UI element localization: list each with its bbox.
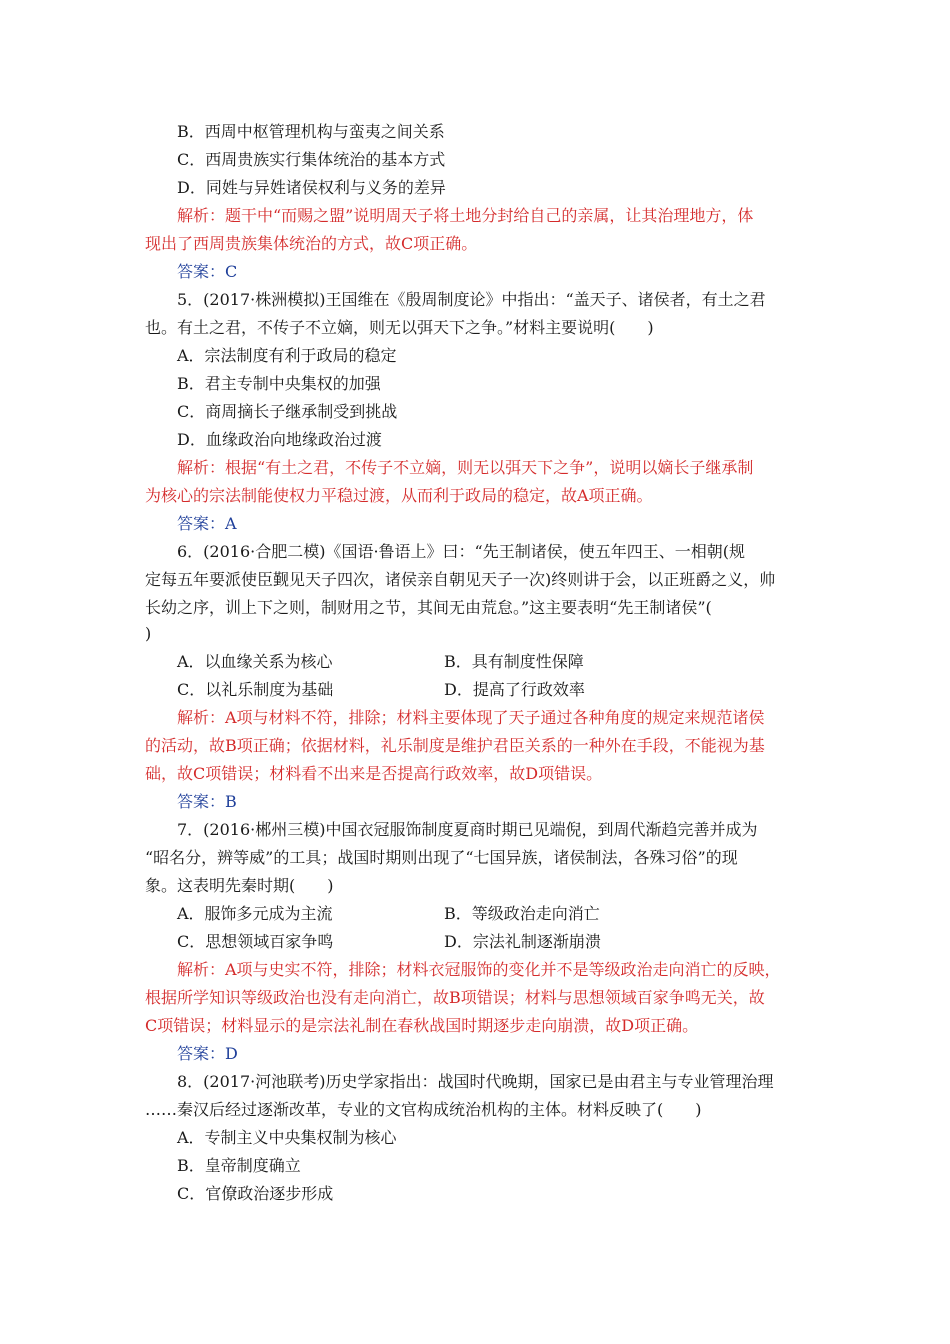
q6-stem-line-2: 定每五年要派使臣觐见天子四次，诸侯亲自朝见天子一次)终则讲于会，以正班爵之义，帅 xyxy=(145,570,776,589)
q5-analysis-line-2: 为核心的宗法制能使权力平稳过渡，从而利于政局的稳定，故A项正确。 xyxy=(145,486,653,505)
q6-stem-line-1: 6．(2016·合肥二模)《国语·鲁语上》曰：“先王制诸侯，使五年四王、一相朝(规 xyxy=(177,542,745,561)
q7-option-b: B．等级政治走向消亡 xyxy=(444,904,600,923)
q5-option-d: D．血缘政治向地缘政治过渡 xyxy=(177,430,382,449)
q6-stem-line-4: ) xyxy=(145,624,152,643)
q6-option-b: B．具有制度性保障 xyxy=(444,652,584,671)
q7-option-c: C．思想领域百家争鸣 xyxy=(177,932,334,951)
q5-answer: 答案：A xyxy=(177,514,237,533)
q6-analysis-line-3: 础，故C项错误；材料看不出来是否提高行政效率，故D项错误。 xyxy=(145,764,603,783)
q5-analysis-line-1: 解析：根据“有土之君，不传子不立嫡，则无以弭天下之争”，说明以嫡长子继承制 xyxy=(177,458,754,477)
q8-stem-line-1: 8．(2017·河池联考)历史学家指出：战国时代晚期，国家已是由君主与专业管理治理 xyxy=(177,1072,774,1091)
q5-option-b: B．君主专制中央集权的加强 xyxy=(177,374,381,393)
q4-analysis-line-2: 现出了西周贵族集体统治的方式，故C项正确。 xyxy=(145,234,478,253)
q4-answer: 答案：C xyxy=(177,262,238,281)
q7-analysis-line-2: 根据所学知识等级政治也没有走向消亡，故B项错误；材料与思想领域百家争鸣无关，故 xyxy=(145,988,765,1007)
q6-analysis-line-2: 的活动，故B项正确；依据材料，礼乐制度是维护君臣关系的一种外在手段，不能视为基 xyxy=(145,736,765,755)
q6-option-c: C．以礼乐制度为基础 xyxy=(177,680,334,699)
q7-stem-line-2: “昭名分，辨等威”的工具；战国时期则出现了“七国异族，诸侯制法，各殊习俗”的现 xyxy=(145,848,738,867)
q8-option-c: C．官僚政治逐步形成 xyxy=(177,1184,334,1203)
q6-answer: 答案：B xyxy=(177,792,237,811)
q6-stem-line-3: 长幼之序，训上下之则，制财用之节，其间无由荒怠。”这主要表明“先王制诸侯”( xyxy=(145,598,712,617)
q6-option-a: A．以血缘关系为核心 xyxy=(177,652,333,671)
q5-stem-line-1: 5．(2017·株洲模拟)王国维在《殷周制度论》中指出：“盖天子、诸侯者，有土之君 xyxy=(177,290,766,309)
q4-option-c: C．西周贵族实行集体统治的基本方式 xyxy=(177,150,446,169)
q7-analysis-line-3: C项错误；材料显示的是宗法礼制在春秋战国时期逐步走向崩溃，故D项正确。 xyxy=(145,1016,699,1035)
q5-option-c: C．商周摘长子继承制受到挑战 xyxy=(177,402,398,421)
q6-analysis-line-1: 解析：A项与材料不符，排除；材料主要体现了天子通过各种角度的规定来规范诸侯 xyxy=(177,708,765,727)
q6-option-d: D．提高了行政效率 xyxy=(444,680,585,699)
q4-option-b: B．西周中枢管理机构与蛮夷之间关系 xyxy=(177,122,445,141)
q5-stem-line-2: 也。有土之君，不传子不立嫡，则无以弭天下之争。”材料主要说明( ) xyxy=(145,318,654,337)
q7-option-a: A．服饰多元成为主流 xyxy=(177,904,333,923)
q8-option-b: B．皇帝制度确立 xyxy=(177,1156,301,1175)
q7-option-d: D．宗法礼制逐渐崩溃 xyxy=(444,932,601,951)
q8-stem-line-2: ……秦汉后经过逐渐改革，专业的文官构成统治机构的主体。材料反映了( ) xyxy=(145,1100,702,1119)
q7-stem-line-3: 象。这表明先秦时期( ) xyxy=(145,876,334,895)
q7-analysis-line-1: 解析：A项与史实不符，排除；材料衣冠服饰的变化并不是等级政治走向消亡的反映， xyxy=(177,960,781,979)
q4-option-d: D．同姓与异姓诸侯权利与义务的差异 xyxy=(177,178,446,197)
q5-option-a: A．宗法制度有利于政局的稳定 xyxy=(177,346,397,365)
q4-analysis-line-1: 解析：题干中“而赐之盟”说明周天子将土地分封给自己的亲属，让其治理地方，体 xyxy=(177,206,754,225)
q7-stem-line-1: 7．(2016·郴州三模)中国衣冠服饰制度夏商时期已见端倪，到周代渐趋完善并成为 xyxy=(177,820,758,839)
q7-answer: 答案：D xyxy=(177,1044,238,1063)
q8-option-a: A．专制主义中央集权制为核心 xyxy=(177,1128,397,1147)
